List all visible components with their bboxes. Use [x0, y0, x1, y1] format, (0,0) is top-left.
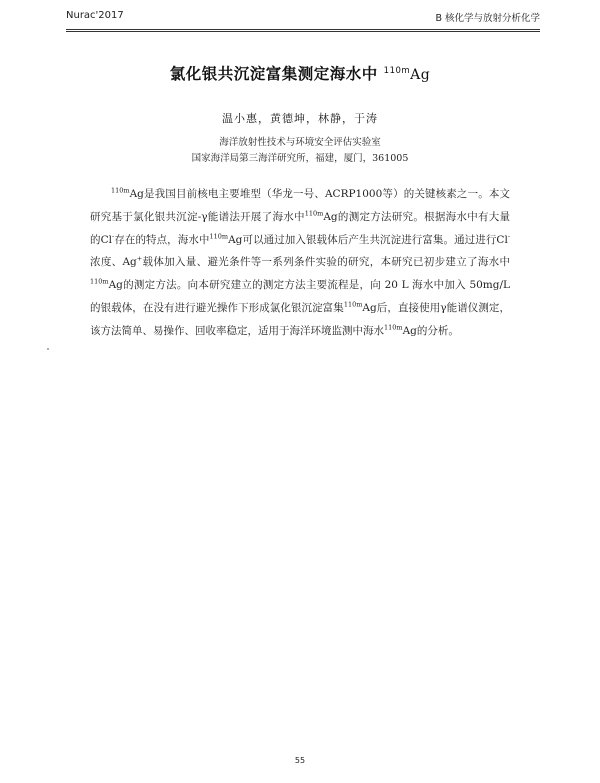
abstract-paragraph: [90, 183, 510, 343]
abstract-text: 可以通过加入银载体后产生共沉淀进行富集。通过进行: [242, 233, 497, 246]
title-text: 氯化银共沉淀富集测定海水中: [169, 65, 378, 83]
author-list: 温小惠，黄德坤，林静，于涛: [222, 112, 378, 125]
abstract-text: 存在的特点，海水中: [114, 233, 210, 246]
isotope-mass: 110m: [304, 209, 324, 218]
affiliation-institute: 国家海洋局第三海洋研究所，福建，厦门，361005: [191, 153, 409, 164]
abstract-text: 浓度、: [90, 256, 123, 269]
isotope-mass: 110m: [209, 232, 229, 241]
abstract-text: 是我国目前核电主要堆型（华龙一号、ACRP1000等）的关键核素之一。本文研究基于氯化银共沉淀-γ能谱法开展了海水中: [90, 188, 510, 223]
isotope-element: Ag: [402, 324, 417, 337]
title-isotope-element: Ag: [410, 67, 431, 83]
silver-symbol: Ag: [122, 256, 137, 269]
section-name: B 核化学与放射分析化学: [435, 13, 540, 24]
isotope-element: Ag: [362, 301, 377, 314]
header-rule: [66, 29, 540, 32]
abstract-text: 的分析。: [416, 324, 459, 337]
isotope-element: Ag: [323, 210, 338, 223]
abstract-text: 后，直接使用γ能谱仪测定，该方法简单、易操作、回收率稳定，适用于海洋环境监测中海水: [90, 301, 511, 337]
affiliation-lab: 海洋放射性技术与环境安全评估实验室: [219, 137, 381, 148]
chloride-symbol: Cl: [100, 233, 112, 246]
isotope-element: Ag: [108, 279, 123, 292]
isotope-mass: 110m: [90, 277, 109, 286]
silver-charge: +: [136, 254, 143, 263]
isotope-element: Ag: [129, 188, 144, 200]
chloride-symbol: Cl: [496, 233, 508, 246]
isotope-mass: 110m: [384, 323, 403, 332]
isotope-mass: 110m: [343, 300, 363, 309]
paper-title: [0, 62, 600, 84]
isotope-mass: 110m: [111, 186, 130, 195]
abstract-text: 的测定方法研究。根据海水中有大量的: [90, 210, 511, 246]
page-number: 55: [294, 756, 306, 765]
journal-name: Nurac'2017: [66, 10, 124, 21]
isotope-element: Ag: [228, 233, 243, 246]
abstract-text: 的测定方法。向本研究建立的测定方法主要流程是，向 20 L 海水中加入 50mg/L 的银载体，在没有进行避光操作下形成氯化银沉淀富集: [90, 279, 510, 314]
abstract-text: 载体加入量、避光条件等一系列条件实验的研究，本研究已初步建立了海水中: [142, 256, 511, 269]
chloride-charge: -: [112, 232, 115, 241]
chloride-charge: -: [507, 232, 511, 241]
scan-speck: [47, 348, 49, 350]
title-isotope-mass: 110m: [383, 65, 411, 76]
